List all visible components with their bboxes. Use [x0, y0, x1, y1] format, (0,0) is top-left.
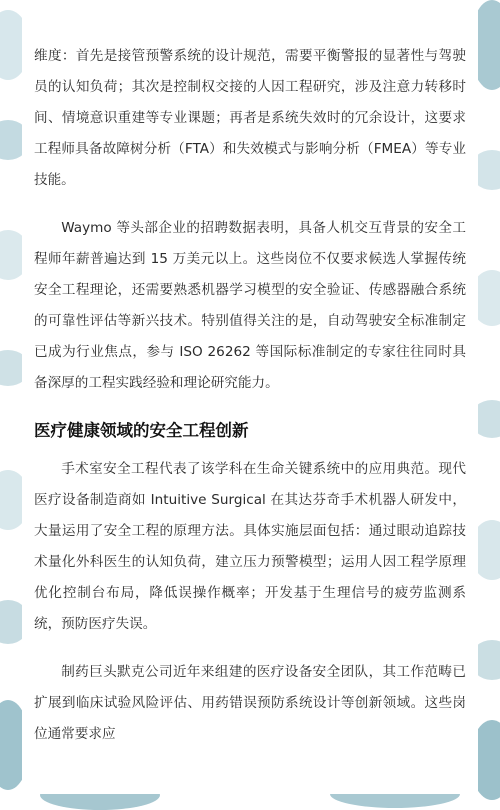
paragraph: Waymo 等头部企业的招聘数据表明，具备人机交互背景的安全工程师年薪普遍达到 15 万美元以上。这些岗位不仅要求候选人掌握传统安全工程理论，还需要熟悉机器学习模型的安全验证、传感器融合系统的可靠性评估等新兴技术。特别值得关注的是，自动驾驶安全标准制定已成为行业焦点，参与 ISO 26262 等国际标准制定的专家往往同时具备深厚的工程实践经验和理论研究能力。	[34, 220, 466, 391]
paragraph: 制药巨头默克公司近年来组建的医疗设备安全团队，其工作范畴已扩展到临床试验风险评估、用药错误预防系统设计等创新领域。这些岗位通常要求应	[34, 664, 466, 742]
paragraph: 手术室安全工程代表了该学科在生命关键系统中的应用典范。现代医疗设备制造商如 Intuitive Surgical 在其达芬奇手术机器人研发中，大量运用了安全工程的原理方法。具体实施层面包括：通过眼动追踪技术量化外科医生的认知负荷，建立压力预警模型；运用人因工程学原理优化控制台布局，降低误操作概率；开发基于生理信号的疲劳监测系统，预防医疗失误。	[34, 461, 466, 632]
document-page	[22, 0, 478, 794]
section-heading: 医疗健康领域的安全工程创新	[34, 421, 249, 440]
document-content	[34, 41, 466, 767]
paragraph: 维度：首先是接管预警系统的设计规范，需要平衡警报的显著性与驾驶员的认知负荷；其次是控制权交接的人因工程研究，涉及注意力转移时间、情境意识重建等专业课题；再者是系统失效时的冗余设计，这要求工程师具备故障树分析（FTA）和失效模式与影响分析（FMEA）等专业技能。	[34, 48, 466, 188]
